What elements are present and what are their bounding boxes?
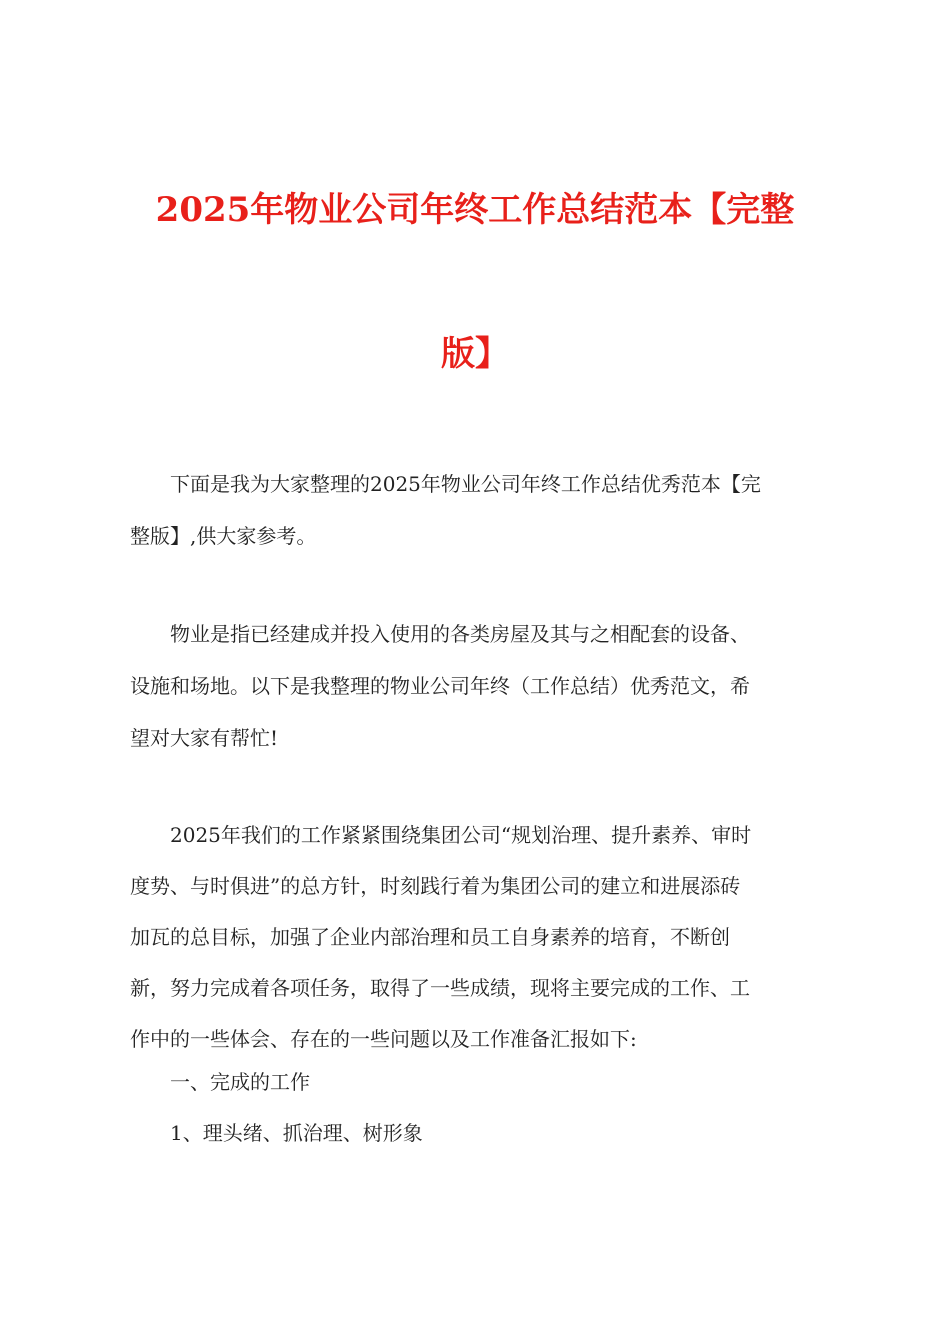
document-title-line-2: 版】 [441, 334, 509, 374]
subsection-heading [130, 1121, 830, 1151]
paragraph-line: 设施和场地。以下是我整理的物业公司年终（工作总结）优秀范文，希 [130, 674, 750, 698]
paragraph-summary [130, 823, 830, 1083]
document-title-line-1: 2025年物业公司年终工作总结范本【完整 [155, 190, 795, 230]
paragraph-line: 物业是指已经建成并投入使用的各类房屋及其与之相配套的设备、 [130, 622, 750, 646]
section-heading-text: 一、完成的工作 [130, 1070, 310, 1094]
paragraph-definition [130, 622, 830, 822]
paragraph-line: 新，努力完成着各项任务，取得了一些成绩，现将主要完成的工作、工 [130, 976, 750, 1000]
paragraph-line: 2025年我们的工作紧紧围绕集团公司“规划治理、提升素养、审时 [130, 823, 752, 847]
paragraph-line: 度势、与时俱进”的总方针，时刻践行着为集团公司的建立和进展添砖 [130, 874, 741, 898]
paragraph-line: 加瓦的总目标，加强了企业内部治理和员工自身素养的培育，不断创 [130, 925, 730, 949]
paragraph-line: 望对大家有帮忙! [130, 726, 279, 750]
paragraph-line: 下面是我为大家整理的2025年物业公司年终工作总结优秀范本【完 [130, 472, 761, 496]
paragraph-line: 作中的一些体会、存在的一些问题以及工作准备汇报如下: [130, 1027, 637, 1051]
section-heading [130, 1070, 830, 1100]
subsection-heading-text: 1、理头绪、抓治理、树形象 [130, 1121, 423, 1145]
paragraph-line: 整版】,供大家参考。 [130, 524, 317, 548]
